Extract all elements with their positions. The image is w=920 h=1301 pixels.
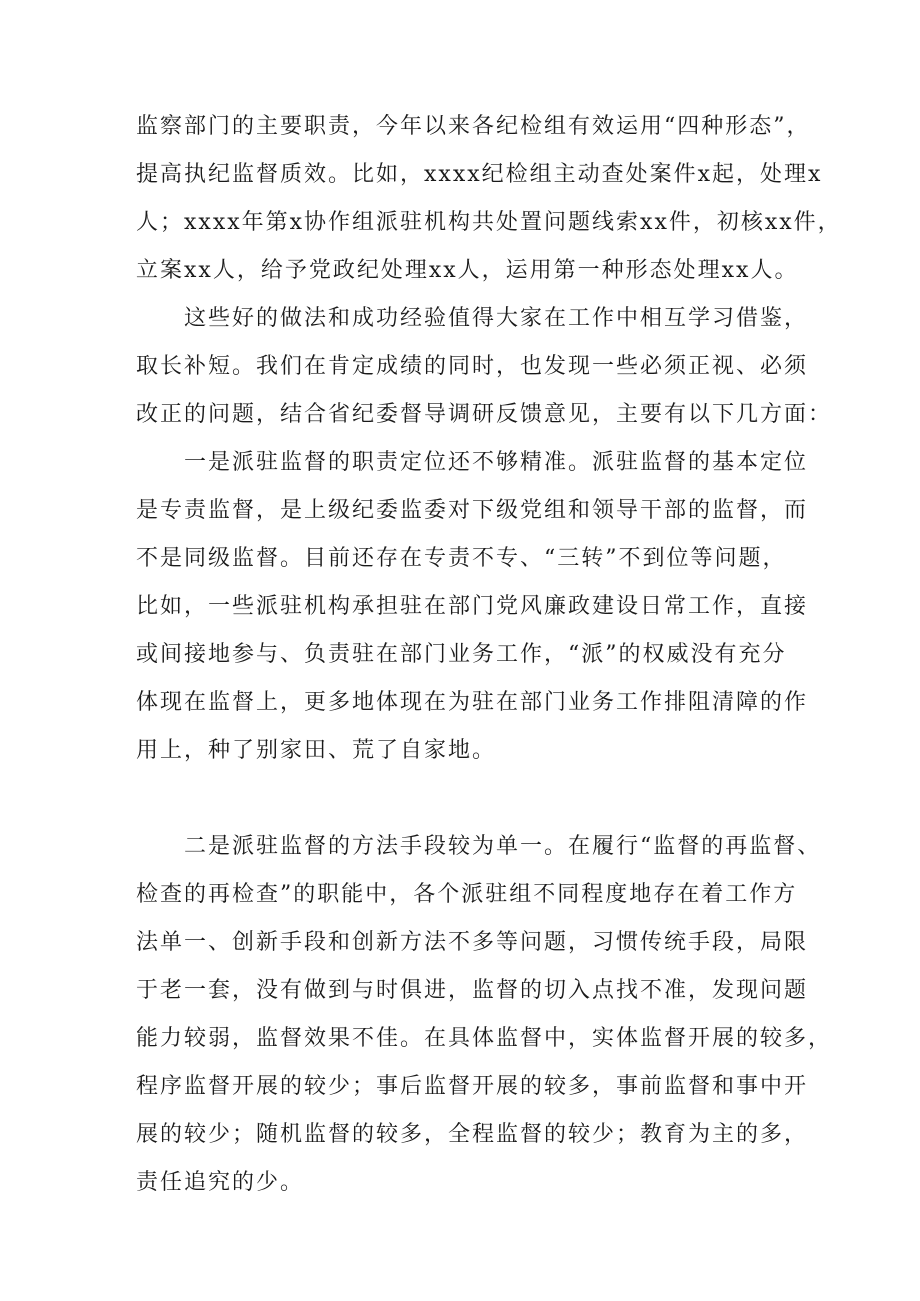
paragraph-issue-two xyxy=(136,823,833,1207)
text-line: 体现在监督上，更多地体现在为驻在部门业务工作排阻清障的作 xyxy=(136,690,809,715)
text-line: 展的较少；随机监督的较多，全程监督的较少；教育为主的多， xyxy=(136,1122,809,1147)
text-line: 比如，一些派驻机构承担驻在部门党风廉政建设日常工作，直接 xyxy=(136,594,809,619)
paragraph-case-summary xyxy=(136,103,842,295)
text-line: 二是派驻监督的方法手段较为单一。在履行“监督的再监督、 xyxy=(136,834,822,859)
text-line: 立案xx人，给予党政纪处理xx人，运用第一种形态处理xx人。 xyxy=(136,258,799,283)
text-line: 这些好的做法和成功经验值得大家在工作中相互学习借鉴， xyxy=(136,306,809,331)
text-line: 用上，种了别家田、荒了自家地。 xyxy=(136,738,497,763)
text-line: 监察部门的主要职责，今年以来各纪检组有效运用“四种形态”， xyxy=(136,114,811,139)
text-line: 取长补短。我们在肯定成绩的同时，也发现一些必须正视、必须 xyxy=(136,354,809,379)
text-line: 于老一套，没有做到与时俱进，监督的切入点找不准，发现问题 xyxy=(136,978,809,1003)
text-line: 责任追究的少。 xyxy=(136,1170,305,1195)
text-line: 提高执纪监督质效。比如，xxxx纪检组主动查处案件x起，处理x xyxy=(136,162,823,187)
text-line: 能力较弱，监督效果不佳。在具体监督中，实体监督开展的较多， xyxy=(136,1026,833,1051)
paragraph-issue-one xyxy=(136,439,809,823)
text-line: 不是同级监督。目前还存在专责不专、“三转”不到位等问题， xyxy=(136,546,787,571)
text-line: 程序监督开展的较少；事后监督开展的较多，事前监督和事中开 xyxy=(136,1074,809,1099)
text-line: 法单一、创新手段和创新方法不多等问题，习惯传统手段，局限 xyxy=(136,930,809,955)
text-line: 或间接地参与、负责驻在部门业务工作，“派”的权威没有充分 xyxy=(136,642,787,667)
text-line: 检查的再检查”的职能中，各个派驻组不同程度地存在着工作方 xyxy=(136,882,798,907)
text-line: 改正的问题，结合省纪委督导调研反馈意见，主要有以下几方面： xyxy=(136,402,833,427)
text-line: 一是派驻监督的职责定位还不够精准。派驻监督的基本定位 xyxy=(136,450,809,475)
text-line xyxy=(136,775,800,823)
text-line: 是专责监督，是上级纪委监委对下级党组和领导干部的监督，而 xyxy=(136,498,809,523)
document-body xyxy=(136,103,842,1207)
paragraph-learning xyxy=(136,295,833,439)
text-line: 人；xxxx年第x协作组派驻机构共处置问题线索xx件，初核xx件， xyxy=(136,210,842,235)
